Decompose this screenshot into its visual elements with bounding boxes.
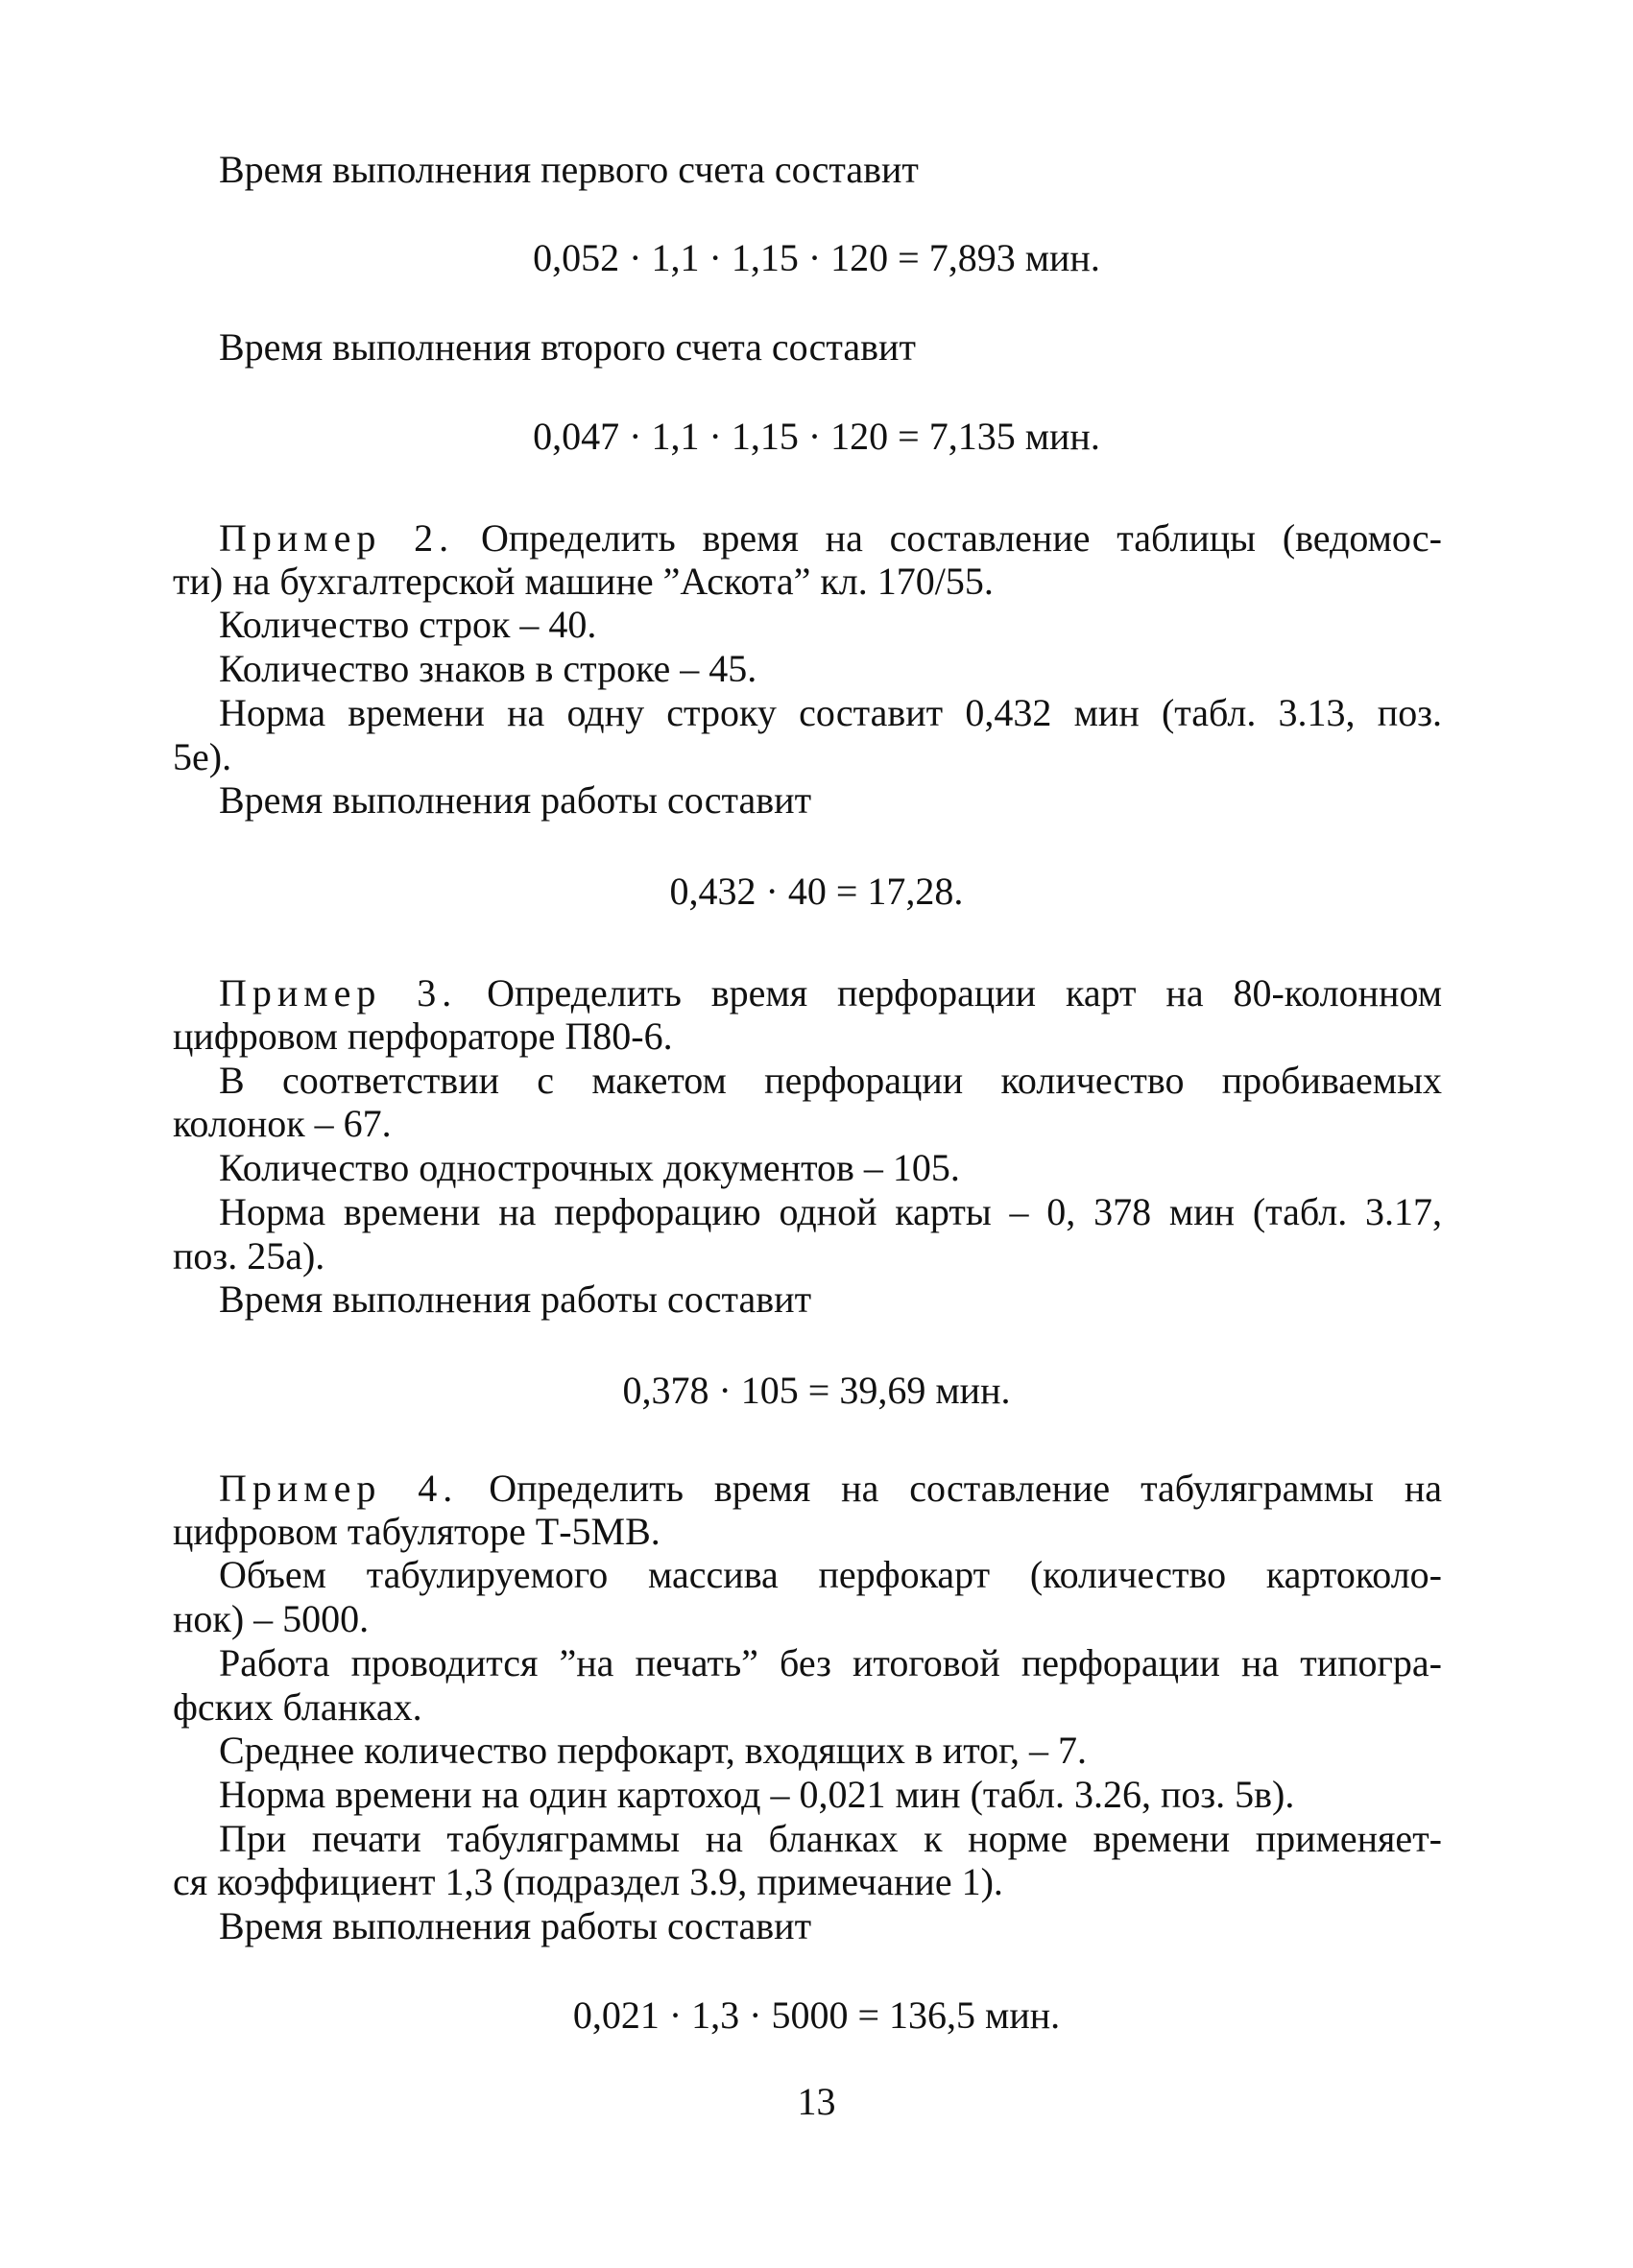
example-3-formula: 0,378 · 105 = 39,69 мин. [622,1369,1011,1412]
example-2-line-5: Норма времени на одну строку составит 0,432 мин (табл. 3.13, поз. [219,691,1442,734]
example-3-line-2: цифровом перфораторе П80-6. [173,1015,673,1058]
example-2-formula: 0,432 · 40 = 17,28. [669,870,964,913]
example-3-line-4: колонок – 67. [173,1102,392,1145]
example-2-line-1 [219,516,1442,561]
example-4-line-8: Норма времени на один картоход – 0,021 мин (табл. 3.26, поз. 5в). [219,1773,1295,1816]
example-4-line-3: Объем табулируемого массива перфокарт (количество картоколо- [219,1553,1442,1596]
example-4-line-7: Среднее количество перфокарт, входящих в итог, – 7. [219,1729,1088,1772]
example-3-line-7: поз. 25а). [173,1234,325,1277]
example-2-label: Пример 2. [219,516,455,560]
second-account-formula: 0,047 · 1,1 · 1,15 · 120 = 7,135 мин. [533,415,1100,458]
example-3-line-6: Норма времени на перфорацию одной карты – 0, 378 мин (табл. 3.17, [219,1190,1442,1233]
example-4-line-1-text: Определить время на составление табуляграммы на [489,1467,1442,1510]
first-account-formula: 0,052 · 1,1 · 1,15 · 120 = 7,893 мин. [533,236,1100,279]
example-3-line-8: Время выполнения работы составит [219,1277,812,1321]
example-4-line-5: Работа проводится ”на печать” без итоговой перфорации на типогра- [219,1641,1442,1684]
example-2-line-4: Количество знаков в строке – 45. [219,647,757,690]
example-2-line-2: ти) на бухгалтерской машине ”Аскота” кл. 170/55. [173,560,994,603]
second-account-intro: Время выполнения второго счета составит [219,325,916,369]
example-4-line-6: фских бланках. [173,1685,422,1729]
example-2-line-6: 5е). [173,735,232,778]
example-3-line-1 [219,971,1442,1015]
example-3-line-3: В соответствии с макетом перфорации количество пробиваемых [219,1059,1442,1102]
example-3-line-5: Количество однострочных документов – 105. [219,1146,960,1189]
example-4-line-11: Время выполнения работы составит [219,1904,812,1947]
example-4-line-9: При печати табуляграммы на бланках к норме времени применяет- [219,1817,1442,1860]
example-2-line-7: Время выполнения работы составит [219,778,812,822]
example-4-line-10: ся коэффициент 1,3 (подраздел 3.9, примечание 1). [173,1860,1003,1903]
example-4-line-1 [219,1467,1442,1511]
example-2-line-3: Количество строк – 40. [219,603,597,646]
example-4-line-2: цифровом табуляторе Т-5МВ. [173,1510,660,1553]
first-account-intro: Время выполнения первого счета составит [219,148,919,191]
example-4-line-4: нок) – 5000. [173,1597,370,1640]
example-4-label: Пример 4. [219,1467,459,1510]
example-3-line-1-text: Определить время перфорации карт на 80-колонном [487,971,1443,1015]
example-4-formula: 0,021 · 1,3 · 5000 = 136,5 мин. [572,1993,1061,2037]
example-3-label: Пример 3. [219,971,458,1015]
example-2-line-1-text: Определить время на составление таблицы (ведомос- [480,516,1443,560]
page-number: 13 [797,2080,836,2123]
